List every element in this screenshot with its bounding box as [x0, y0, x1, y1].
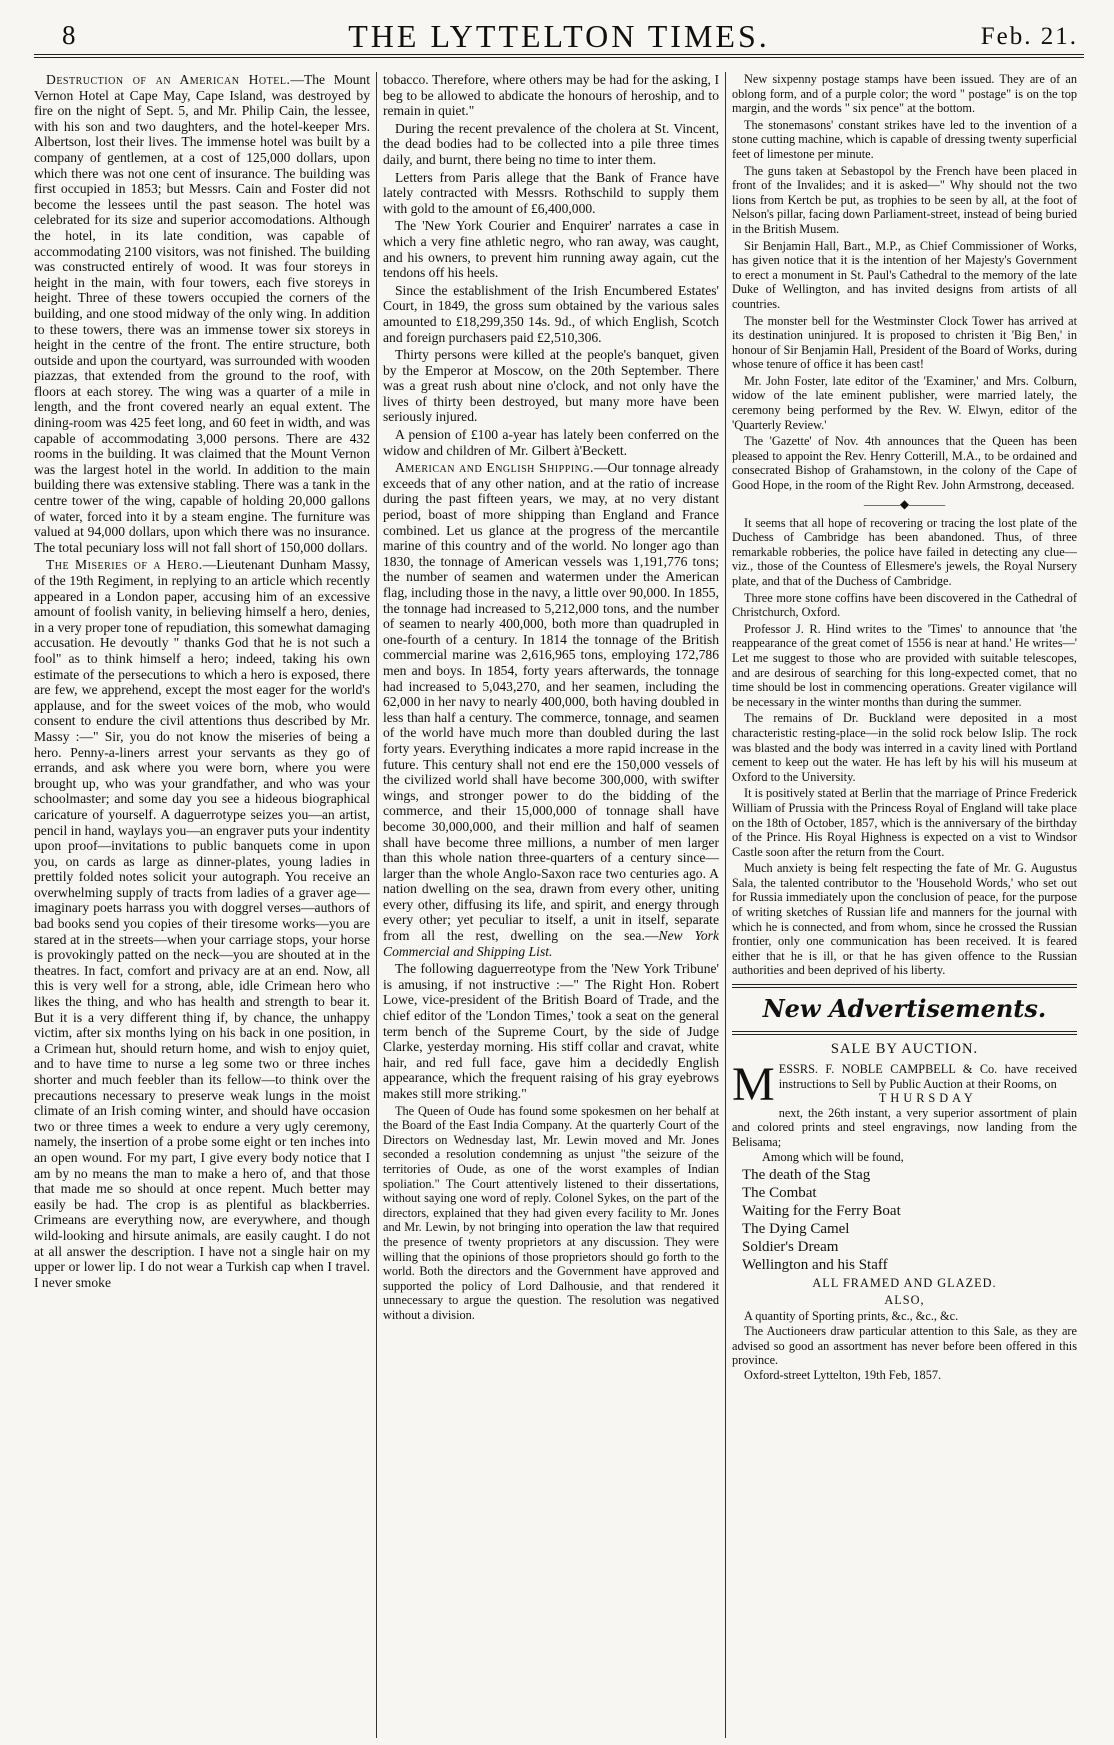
- ad-item: The Combat: [742, 1185, 817, 1202]
- ad-item: Soldier's Dream: [742, 1239, 839, 1256]
- news-item-cholera: During the recent prevalence of the cholera at St. Vincent, the dead bodies had to be collected into a pile three times daily, and burnt, there being no time to inter them.: [383, 120, 719, 167]
- news-item: It seems that all hope of recovering or tracing the lost plate of the Duchess of Cambridge has been abandoned. Thus, of three remarkable robberies, the police have failed in detecting any clue—viz., those of the Countess of Ellesmere's jewels, the Royal Nursery plate, and that of the Duchess of Cambridge.: [732, 515, 1077, 588]
- news-item: The 'Gazette' of Nov. 4th announces that the Queen has been pleased to appoint the Rev. Henry Cotterill, M.A., to be ordained and consecrated Bishop of Grahamstown, in the colony of the Cape of Good Hope, in the room of the Right Rev. John Armstrong, deceased.: [732, 434, 1077, 493]
- ad-framed: ALL FRAMED AND GLAZED.: [812, 1276, 997, 1291]
- news-item-new-york-courier: The 'New York Courier and Enquirer' narrates a case in which a very fine athletic negro, who ran away, was caught, and his owners, to prevent him running away again, cut the tendons off his heels.: [383, 218, 719, 281]
- news-item: The guns taken at Sebastopol by the French have been placed in front of the Invalides; and it is asked—" Why should not the two lions from Kertch be put, as trophies to be seen by all, at the foot of Nelson's pillar, facing down Parliament-street, instead of being buried in the British Musem.: [732, 163, 1077, 236]
- masthead: [34, 18, 1084, 58]
- article-headline: Destruction of an American Hotel.: [46, 72, 291, 87]
- column-divider: [376, 72, 377, 1738]
- article-continuation: tobacco. Therefore, where others may be had for the asking, I beg to be allowed to abdicate the honours of heroship, and to remain in quiet.": [383, 72, 719, 119]
- news-item: Professor J. R. Hind writes to the 'Times' to announce that 'the reappearance of the great comet of 1556 is near at hand.' He writes—' Let me suggest to those who are provided with suitable telescopes, and are desirous of searching for this long-expected comet, that no time should be lost in commencing operations. Greater vigilance will be necessary in the winter months than during the summer.: [732, 621, 1077, 709]
- newspaper-title: THE LYTTELTON TIMES.: [348, 18, 770, 54]
- section-rule: [732, 1031, 1077, 1035]
- news-item-queen-of-oude: The Queen of Oude has found some spokesmen on her behalf at the Board of the East India Company. At the quarterly Court of the Directors on Wednesday last, Mr. Lewin moved and Mr. Jones seconded a resolution condemning as unjust "the seizure of the territories of Oude, as one of the worst examples of Indian spoliation." The Court attentively listened to their dissertations, without saying one word of reply. Colonel Sykes, on the part of the directors, explained that they had given every facility to Mr. Jones and Mr. Lewin, by not bringing into operation the law that required the presence of twenty proprietors at any discussion. They were willing that the opinions of those proprietors should go forth to the world. Both the directors and the Government have approved and supported the policy of Lord Dalhousie, and that rendered it unnecessary to argue the question. The resolution was negatived without a division.: [383, 1103, 719, 1322]
- news-item-moscow-banquet: Thirty persons were killed at the people's banquet, given by the Emperor at Moscow, on the 20th September. There was a great rush about nine o'clock, and not only have the lives of thirty been destroyed, but many more have been seriously injured.: [383, 347, 719, 425]
- article-miseries-of-hero: [34, 557, 370, 1290]
- ad-title: SALE BY AUCTION.: [830, 1041, 979, 1058]
- ad-signature: Oxford-street Lyttelton, 19th Feb, 1857.: [744, 1367, 942, 1382]
- article-source: New York Commercial and Shipping List.: [383, 928, 719, 959]
- news-item: The monster bell for the Westminster Clock Tower has arrived at its destination uninjured. It is proposed to christen it 'Big Ben,' in honour of Sir Benjamin Hall, President of the Board of Works, during whose tenure of office it has been cast!: [732, 313, 1077, 372]
- column-3: [732, 72, 1077, 1738]
- article-hotel-fire: [34, 72, 370, 555]
- ad-among: Among which will be found,: [762, 1149, 904, 1164]
- column-2: [383, 72, 719, 1738]
- article-body: —Lieutenant Dunham Massy, of the 19th Regiment, in replying to an article which recently appeared in a London paper, accusing him of an excessive amount of foolish vanity, in believing himself a hero, denies, in a very proper tone of repudiation, this somewhat damaging accusation. He devoutly " thanks God that he is not such a fool" as to think himself a hero; indeed, taking his own estimate of the persecutions to which a hero is exposed, there are few, we apprehend, except the most eager for the world's applause, and for the sweet voices of the mob, who would consent to endure the civil attentions thus described by Mr. Massy :—" Sir, you do not know the miseries of being a hero. Penny-a-liners arrest your servants as they go of errands, and ask where you were born, where you were brought up, who was your grandfather, and who was your schoolmaster; and some day you see a hideous biographical caricature of yourself. A daguerrotype seizes you—an artist, pencil in hand, waylays you—an engraver puts your indentity upon proof—invitations to public banquets come in upon you, on cards as large as dinner-plates, young ladies in prettily folded notes solicit your autograph. You receive an overwhelming supply of tracts from ladies of a graver age—imaginary poets harrass you with doggrel verses—authors of bad books send you copies of their tiresome works—you are stared at in the streets—when your carriage stops, your horse is provokingly patted on the neck—you are shouted at in the theatres. In fact, comfort and privacy are at an end. Now, all this is very well for a strong, able, idle Crimean hero who likes the thing, and who has health and strength to bear it. But it is a very different thing if, by chance, the unhappy victim, after six months lying on his back in one position, in a Crimean hut, should return home, and wish to enjoy quiet, and to have time to nurse a leg some two or three inches shorter and much feebler than its fellow—to think over the precautions necessary to preserve weak lungs in the moist climate of an Irish coming winter, and should have occasion two or three times a week to endure a very ugly ceremony, namely, the insertion of a probe some eight or ten inches into an open wound. For my part, I give every body notice that I am by no means the man to make a hero of, and that those that made me so should at once repent. Much better may easily be had. The crop is as plentiful as blackberries. Crimeans are everything now, are everywhere, and though wild-looking and hirsute animals, are easily caught. I do not at all answer the description. I have not a single hair on my upper or lower lip. I do not wear a Turkish cap when I travel. I never smoke: [34, 557, 370, 1290]
- ad-intro: MESSRS. F. NOBLE CAMPBELL & Co. have received instructions to Sell by Public Auction at their Rooms, on: [732, 1058, 1077, 1112]
- column-1: [34, 72, 370, 1738]
- news-item: Sir Benjamin Hall, Bart., M.P., as Chief Commissioner of Works, has given notice that it is the intention of her Majesty's Government to erect a monument in St. Paul's Cathedral to the memory of the late Duke of Wellington, and has invited designs from artists of all countries.: [732, 238, 1077, 311]
- ad-text: The Auctioneers draw particular attention to this Sale, as they are advised so good an assortment has never before been offered in this province.: [732, 1323, 1077, 1368]
- article-body: —Our tonnage already exceeds that of any other nation, and at the ratio of increase during the past fifteen years, we may, at no very distant period, boast of more shipping than England and France combined. Let us glance at the progress of the mercantile marine of this country and of the world. No longer ago than 1830, the tonnage of American vessels was 1,191,776 tons; the number of seamen and watermen under the American flag, including those in the navy, a little over 90,000. In 1855, the tonnage had increased to 5,212,000 tons, and the number of seamen to nearly 400,000, both more than quadrupled in one-fourth of a century. In 1814 the tonnage of the British commercial marine was 2,616,965 tons, employing 172,786 men and boys. In 1854, forty years afterwards, the tonnage had increased to 5,043,270, and her seamen, including the 62,000 in her navy to nearly 400,000, both having doubled in less than half a century. The commerce, tonnage, and seamen of the world have much more than doubled during the last forty years. Everything indicates a more rapid increase in the future. This century shall not end ere the 150,000 vessels of the civilized world shall have become 300,000, with swifter wings, and stronger power to do the bidding of the commerce, and their 15,000,000 of tonnage shall have become 30,000,000, and their million and half of seamen shall have become three millions, a number of men larger than this whole nation three-quarters of a century since—larger than the whole Anglo-Saxon race two centuries ago. A nation dwelling on the sea, drawn from every other, uniting every other, diffusing its life, and spirit, and energy through every other; yet peculiar to itself, a unit in itself, separate from all the rest, dwelling on the sea.—: [383, 460, 719, 944]
- ad-item: The death of the Stag: [742, 1167, 871, 1184]
- article-headline: American and English Shipping.: [395, 460, 594, 476]
- ornament-divider: ———◆———: [863, 496, 946, 511]
- article-headline: The Miseries of a Hero.: [46, 557, 203, 573]
- article-shipping: [383, 460, 719, 959]
- news-item-bank-of-france: Letters from Paris allege that the Bank of France have lately contracted with Messrs. Rothschild to supply them with gold to the amount of £6,400,000.: [383, 169, 719, 216]
- ad-item: Waiting for the Ferry Boat: [742, 1203, 901, 1220]
- advertisements-section: [732, 984, 1077, 1382]
- ad-also: ALSO,: [884, 1292, 925, 1307]
- news-item-robert-lowe: The following daguerreotype from the 'New York Tribune' is amusing, if not instructive :—" The Right Hon. Robert Lowe, vice-president of the British Board of Trade, and the chief editor of the 'London Times,' took a seat on the general term bench of the Supreme Court, by the side of Judge Clarke, yesterday morning. His stiff collar and cravat, white hair, and red full face, gave him a decidedly English appearance, which the frequent raising of his gray eyebrows makes still more striking.": [383, 961, 719, 1101]
- drop-cap: M: [732, 1058, 775, 1112]
- ad-item: Wellington and his Staff: [742, 1257, 888, 1274]
- advertisements-heading: New Advertisements.: [762, 994, 1047, 1024]
- masthead-rule: [34, 54, 1084, 58]
- news-item-pension: A pension of £100 a-year has lately been conferred on the widow and children of Mr. Gilbert à'Beckett.: [383, 427, 719, 458]
- page-number: 8: [62, 20, 76, 50]
- news-item: Mr. John Foster, late editor of the 'Examiner,' and Mrs. Colburn, widow of the late eminent publisher, were married lately, the ceremony being performed by the Rev. W. Elwyn, editor of the 'Quarterly Review.': [732, 373, 1077, 432]
- news-item: The remains of Dr. Buckland were deposited in a most characteristic resting-place—in the solid rock below Islip. The rock was blasted and the body was interred in a cavity lined with Portland cement to keep out the water. He has left by his will his museum at Oxford to the University.: [732, 711, 1077, 784]
- issue-date: Feb. 21.: [980, 23, 1078, 50]
- news-item-irish-estates: Since the establishment of the Irish Encumbered Estates' Court, in 1849, the gross sum obtained by the various sales amounted to £18,299,350 14s. 9d., of which English, Scotch and foreign purchasers paid £2,510,306.: [383, 282, 719, 345]
- ad-item: The Dying Camel: [742, 1221, 850, 1238]
- ad-text: A quantity of Sporting prints, &c., &c., &c.: [744, 1309, 959, 1324]
- column-divider: [725, 72, 726, 1738]
- ad-day: THURSDAY: [878, 1091, 977, 1106]
- ad-item-list: [742, 1166, 1077, 1274]
- news-item: New sixpenny postage stamps have been issued. They are of an oblong form, and of a purple color; the word " postage" is on the top margin, and the words " six pence" at the bottom.: [732, 72, 1077, 116]
- section-rule: [732, 984, 1077, 988]
- article-body: —The Mount Vernon Hotel at Cape May, Cape Island, was destroyed by fire on the night of Sept. 5, and Mr. Philip Cain, the lessee, with his son and two daughters, and the hotel-keeper Mrs. Albertson, lost their lives. The immense hotel was built by a company of gentlemen, at a cost of 125,000 dollars, upon which there was not one cent of insurance. The building was first occupied in 1853; but Messrs. Cain and Foster did not become the lessees until the past season. The hotel was celebrated for its size and superior accomodations. Although the hotel, in its late condition, was capable of accommodating 2100 visitors, was not finished. The building was constructed entirely of wood. It was four storeys in height in the main, with four towers, each five storeys in height. Three of these towers occupied the corners of the building, and one stood midway of the only wing. In addition to these towers, there was an immense tower six storeys in height in the centre of the front. The entire structure, both outside and upon the courtyard, was surrounded with wooden piazzas, that extended from the ground to the roof, with floors at each storey. The wing was a quarter of a mile in length, and the front covered nearly an equal extent. The dining-room was 425 feet long, and 60 feet in width, and was capable of accommodating 3,000 persons. There are 432 rooms in the building. It was claimed that the Mount Vernon was the largest hotel in the world. In addition to the main building there was extensive stabling. There was a tank in the centre tower of the wing, capable of holding 20,000 gallons of water, forced into it by a steam engine. The furniture was valued at 94,000 dollars, upon which there was no insurance. The total pecuniary loss will not fall short of 150,000 dollars.: [34, 72, 370, 555]
- news-item: Much anxiety is being felt respecting the fate of Mr. G. Augustus Sala, the talented contributor to the 'Household Words,' who set out for Russia immediately upon the conclusion of peace, for the purpose of writing sketches of Russian life and manners for the journal with which he is connected, and from whom, since he crossed the Russian frontier, only one communication has been received. It is feared either that he is ill, or that he has given offence to the Russian authorities and been deprived of his liberty.: [732, 861, 1077, 978]
- ad-text: next, the 26th instant, a very superior assortment of plain and colored prints and steel engravings, now landing from the Belisama;: [732, 1105, 1077, 1149]
- news-item: It is positively stated at Berlin that the marriage of Prince Frederick William of Prussia with the Princess Royal of England will take place on the 18th of October, 1857, which is the anniversary of the birthday of the Prince. His Royal Highness is expected on a vist to Windsor Castle soon after the return from the Court.: [732, 786, 1077, 859]
- news-item: The stonemasons' constant strikes have led to the invention of a stone cutting machine, which is capable of dressing twenty superficial feet of limestone per minute.: [732, 117, 1077, 161]
- news-item: Three more stone coffins have been discovered in the Cathedral of Christchurch, Oxford.: [732, 590, 1077, 620]
